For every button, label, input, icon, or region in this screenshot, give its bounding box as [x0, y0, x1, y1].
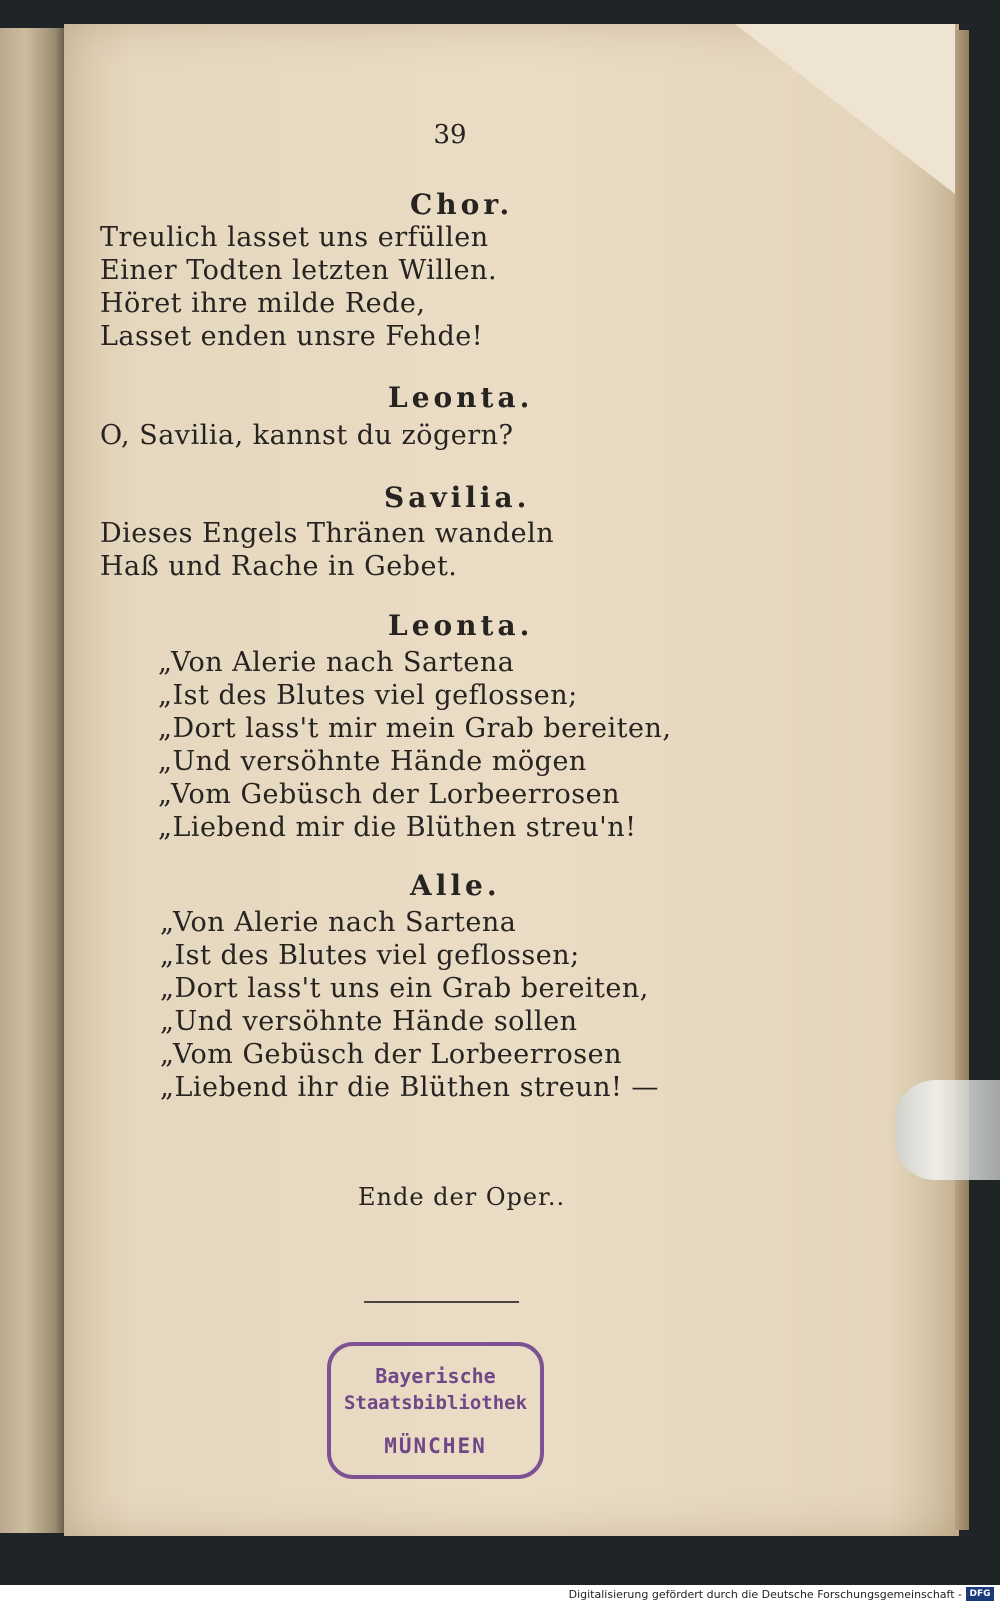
- verse-line: O, Savilia, kannst du zögern?: [100, 420, 514, 451]
- verse-line: „Liebend ihr die Blüthen streun! —: [160, 1072, 659, 1103]
- page-clip: [895, 1080, 1000, 1180]
- verse-line: Treulich lasset uns erfüllen: [100, 222, 489, 253]
- verse-line: „Dort lass't mir mein Grab bereiten,: [158, 713, 672, 744]
- verse-line: Einer Todten letzten Willen.: [100, 255, 498, 286]
- page-number: 39: [433, 120, 467, 150]
- speaker-heading: Leonta.: [388, 609, 534, 642]
- speaker-heading: Savilia.: [384, 481, 531, 514]
- footer-bar: [0, 1585, 1000, 1605]
- verse-line: Haß und Rache in Gebet.: [100, 551, 458, 582]
- verse-line: „Ist des Blutes viel geflossen;: [158, 680, 578, 711]
- verse-line: Höret ihre milde Rede,: [100, 288, 426, 319]
- verse-line: „Liebend mir die Blüthen streu'n!: [158, 812, 637, 843]
- dfg-logo: DFG: [966, 1587, 994, 1601]
- divider-rule: [364, 1301, 519, 1303]
- verse-line: „Von Alerie nach Sartena: [158, 647, 515, 678]
- verse-line: Dieses Engels Thränen wandeln: [100, 518, 555, 549]
- verse-line: „Und versöhnte Hände mögen: [158, 746, 587, 777]
- speaker-heading: Chor.: [410, 188, 514, 221]
- verse-line: „Vom Gebüsch der Lorbeerrosen: [158, 779, 621, 810]
- library-stamp: [327, 1342, 544, 1479]
- stamp-line: Bayerische: [375, 1364, 496, 1388]
- closing-line: Ende der Oper..: [358, 1183, 566, 1211]
- verse-line: „Ist des Blutes viel geflossen;: [160, 940, 580, 971]
- folded-corner: [735, 24, 955, 194]
- verse-line: „Dort lass't uns ein Grab bereiten,: [160, 973, 649, 1004]
- stamp-line: Staatsbibliothek: [343, 1392, 528, 1414]
- speaker-heading: Leonta.: [388, 381, 534, 414]
- verse-line: „Von Alerie nach Sartena: [160, 907, 517, 938]
- stamp-line: MÜNCHEN: [384, 1434, 487, 1458]
- page-edge: [955, 30, 969, 1530]
- verse-line: „Und versöhnte Hände sollen: [160, 1006, 578, 1037]
- left-page-edge: [0, 28, 64, 1533]
- verse-line: „Vom Gebüsch der Lorbeerrosen: [160, 1039, 623, 1070]
- footer-credit: Digitalisierung gefördert durch die Deutsche Forschungsgemeinschaft -: [568, 1588, 962, 1601]
- verse-line: Lasset enden unsre Fehde!: [100, 321, 484, 352]
- speaker-heading: Alle.: [410, 869, 501, 902]
